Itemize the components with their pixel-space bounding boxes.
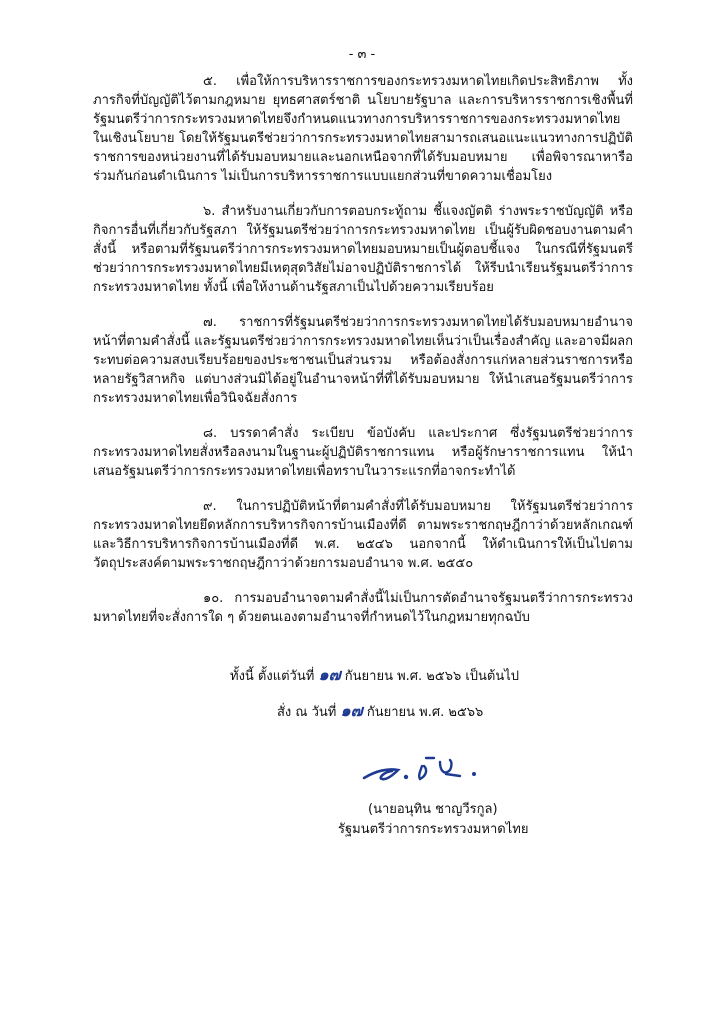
page-number: - ๓ - xyxy=(348,47,376,62)
order-date-prefix: สั่ง ณ วันที่ xyxy=(277,705,337,720)
paragraph-6: ๖. สำหรับงานเกี่ยวกับการตอบกระทู้ถาม ชี้แจงญัตติ ร่างพระราชบัญญัติ หรือกิจการอื่นที่เกี่ยวกับรัฐสภา ให้รัฐมนตรีช่วยว่าการกระทรวงมหาดไทย เป็นผู้รับผิดชอบงานตามคำสั่งนี้ หรือตามที่รัฐมนตรีว่าการกระทรวงมหาดไทยมอบหมายเป็นผู้ตอบชี้แจง ในกรณีที่รัฐมนตรีช่วยว่าการกระทรวงมหาดไทยมีเหตุสุดวิสัยไม่อาจปฏิบัติราชการได้ ให้รีบนำเรียนรัฐมนตรีว่าการกระทรวงมหาดไทย ทั้งนี้ เพื่อให้งานด้านรัฐสภาเป็นไปด้วยความเรียบร้อย xyxy=(93,204,633,295)
effective-date-suffix: กันยายน พ.ศ. ๒๕๖๖ เป็นต้นไป xyxy=(344,669,520,684)
document-body xyxy=(93,72,633,643)
paragraph-7: ๗. ราชการที่รัฐมนตรีช่วยว่าการกระทรวงมหาดไทยได้รับมอบหมายอำนาจหน้าที่ตามคำสั่งนี้ และรัฐมนตรีช่วยว่าการกระทรวงมหาดไทยเห็นว่าเป็นเรื่องสำคัญ และอาจมีผลกระทบต่อความสงบเรียบร้อยของประชาชนเป็นส่วนรวม หรือต้องสั่งการแก่หลายส่วนราชการหรือหลายรัฐวิสาหกิจ แต่บางส่วนมิได้อยู่ในอำนาจหน้าที่ที่ได้รับมอบหมาย ให้นำเสนอรัฐมนตรีว่าการกระทรวงมหาดไทยเพื่อวินิจฉัยสั่งการ xyxy=(93,315,633,406)
paragraph-9: ๙. ในการปฏิบัติหน้าที่ตามคำสั่งที่ได้รับมอบหมาย ให้รัฐมนตรีช่วยว่าการกระทรวงมหาดไทยยึดหลักการบริหารกิจการบ้านเมืองที่ดี ตามพระราชกฤษฎีกาว่าด้วยหลักเกณฑ์และวิธีการบริหารกิจการบ้านเมืองที่ดี พ.ศ. ๒๕๔๖ นอกจากนี้ ให้ดำเนินการให้เป็นไปตามวัตถุประสงค์ตามพระราชกฤษฎีกาว่าด้วยการมอบอำนาจ พ.ศ. ๒๕๕๐ xyxy=(93,499,633,571)
order-date-line xyxy=(277,699,483,724)
effective-date-prefix: ทั้งนี้ ตั้งแต่วันที่ xyxy=(230,669,315,684)
paragraph-8: ๘. บรรดาคำสั่ง ระเบียบ ข้อบังคับ และประกาศ ซึ่งรัฐมนตรีช่วยว่าการกระทรวงมหาดไทยสั่งหรือลงนามในฐานะผู้ปฏิบัติราชการแทน หรือผู้รักษาราชการแทน ให้นำเสนอรัฐมนตรีว่าการกระทรวงมหาดไทยเพื่อทราบในวาระแรกที่อาจกระทำได้ xyxy=(93,426,633,479)
effective-date-day: ๑๗ xyxy=(318,665,341,684)
order-date-day: ๑๗ xyxy=(340,701,363,720)
effective-date-line xyxy=(230,663,519,688)
signer-title: รัฐมนตรีว่าการกระทรวงมหาดไทย xyxy=(338,822,529,837)
signer-name: (นายอนุทิน ชาญวีรกูล) xyxy=(368,802,498,817)
paragraph-5: ๕. เพื่อให้การบริหารราชการของกระทรวงมหาดไทยเกิดประสิทธิภาพ ทั้งภารกิจที่บัญญัติไว้ตามกฎหมาย ยุทธศาสตร์ชาติ นโยบายรัฐบาล และการบริหารราชการเชิงพื้นที่ รัฐมนตรีว่าการกระทรวงมหาดไทยจึงกำหนดแนวทางการบริหารราชการของกระทรวงมหาดไทยในเชิงนโยบาย โดยให้รัฐมนตรีช่วยว่าการกระทรวงมหาดไทยสามารถเสนอแนะแนวทางการปฏิบัติราชการของหน่วยงานที่ได้รับมอบหมายและนอกเหนือจากที่ได้รับมอบหมาย เพื่อพิจารณาหารือร่วมกันก่อนดำเนินการ ไม่เป็นการบริหารราชการแบบแยกส่วนที่ขาดความเชื่อมโยง xyxy=(93,74,633,184)
paragraph-10: ๑๐. การมอบอำนาจตามคำสั่งนี้ไม่เป็นการตัดอำนาจรัฐมนตรีว่าการกระทรวงมหาดไทยที่จะสั่งการใด ๆ ด้วยตนเองตามอำนาจที่กำหนดไว้ในกฎหมายทุกฉบับ xyxy=(93,591,633,625)
signature-mark xyxy=(356,746,506,796)
order-date-suffix: กันยายน พ.ศ. ๒๕๖๖ xyxy=(366,705,484,720)
